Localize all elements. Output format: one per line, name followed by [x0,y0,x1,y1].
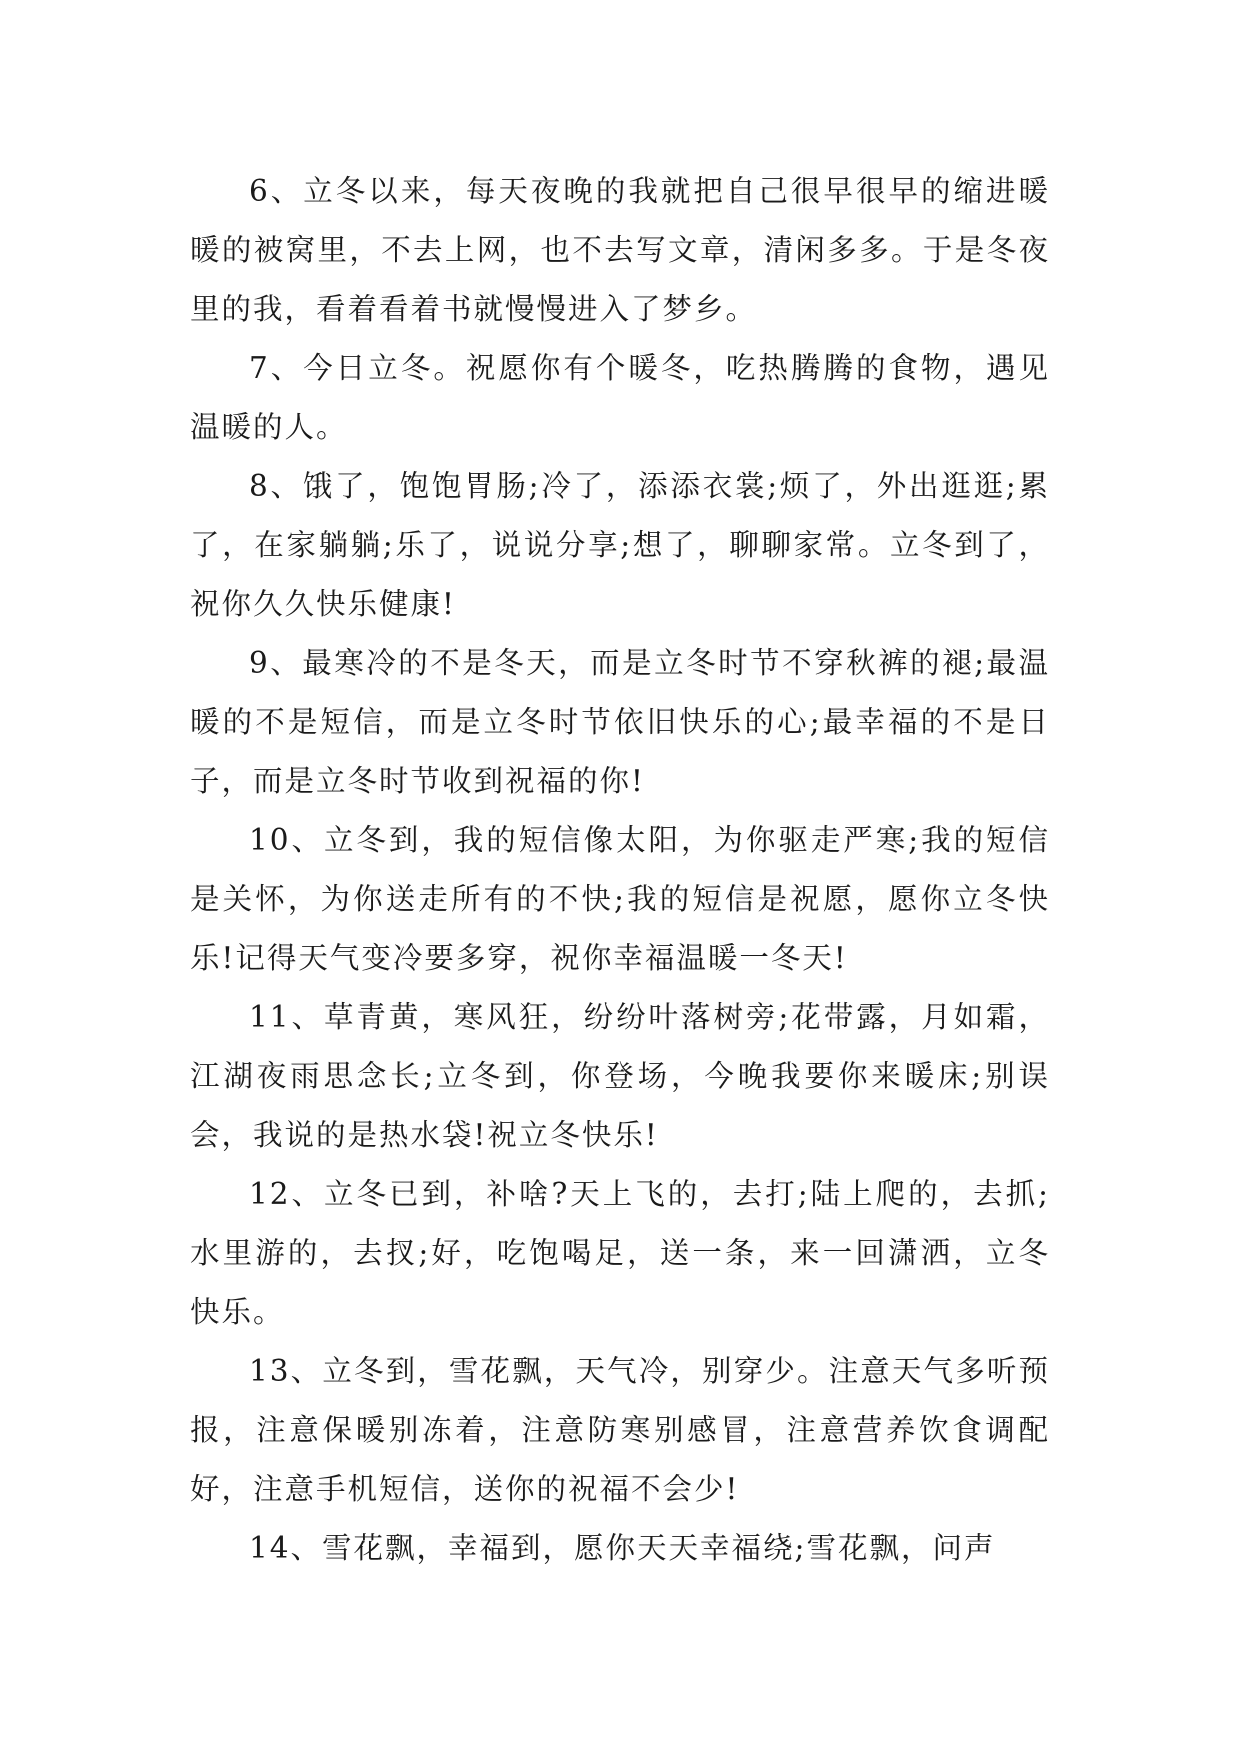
paragraph-11: 11、草青黄，寒风狂，纷纷叶落树旁;花带露，月如霜，江湖夜雨思念长;立冬到，你登场，今晚我要你来暖床;别误会，我说的是热水袋!祝立冬快乐! [190,1000,1050,1152]
paragraph-6: 6、立冬以来，每天夜晚的我就把自己很早很早的缩进暖暖的被窝里，不去上网，也不去写文章，清闲多多。于是冬夜里的我，看着看着书就慢慢进入了梦乡。 [190,174,1050,326]
paragraph-13: 13、立冬到，雪花飘，天气冷，别穿少。注意天气多听预报，注意保暖别冻着，注意防寒别感冒，注意营养饮食调配好，注意手机短信，送你的祝福不会少! [190,1354,1050,1506]
paragraph-12: 12、立冬已到，补啥?天上飞的，去打;陆上爬的，去抓;水里游的，去扠;好，吃饱喝足，送一条，来一回潇洒，立冬快乐。 [190,1177,1050,1329]
paragraph-10: 10、立冬到，我的短信像太阳，为你驱走严寒;我的短信是关怀，为你送走所有的不快;我的短信是祝愿，愿你立冬快乐!记得天气变冷要多穿，祝你幸福温暖一冬天! [190,823,1050,975]
paragraph-9: 9、最寒冷的不是冬天，而是立冬时节不穿秋裤的褪;最温暖的不是短信，而是立冬时节依旧快乐的心;最幸福的不是日子，而是立冬时节收到祝福的你! [190,646,1050,798]
paragraph-8: 8、饿了，饱饱胃肠;冷了，添添衣裳;烦了，外出逛逛;累了，在家躺躺;乐了，说说分享;想了，聊聊家常。立冬到了，祝你久久快乐健康! [190,469,1050,621]
paragraph-7: 7、今日立冬。祝愿你有个暖冬，吃热腾腾的食物，遇见温暖的人。 [190,351,1050,444]
paragraph-14: 14、雪花飘，幸福到，愿你天天幸福绕;雪花飘，问声 [249,1531,996,1565]
document-body [190,162,1050,1578]
